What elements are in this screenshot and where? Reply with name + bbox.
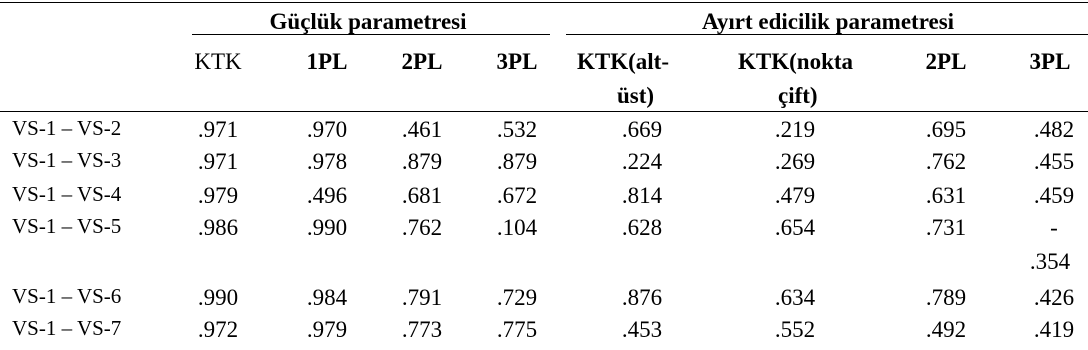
table-cell: .978 xyxy=(306,149,348,174)
table-cell-continuation: .354 xyxy=(1029,249,1071,274)
column-header-1: KTK xyxy=(194,49,242,74)
table-cell: .731 xyxy=(925,215,967,240)
table-cell: .654 xyxy=(774,215,816,240)
column-header-2: 1PL xyxy=(306,49,348,74)
table-cell: .496 xyxy=(306,183,348,208)
row-label: VS-1 – VS-2 xyxy=(12,116,122,140)
table-cell: .453 xyxy=(621,317,663,342)
table-cell: .455 xyxy=(1033,149,1075,174)
row-label: VS-1 – VS-5 xyxy=(12,214,122,238)
table-cell: .628 xyxy=(621,215,663,240)
table-cell: .990 xyxy=(306,215,348,240)
column-header-8: 3PL xyxy=(1029,49,1071,74)
table-cell: .876 xyxy=(621,285,663,310)
group-header-discrimination: Ayırt edicilik parametresi xyxy=(701,9,955,34)
table-cell: .971 xyxy=(197,117,239,142)
table-cell: .482 xyxy=(1033,117,1075,142)
table-cell: .773 xyxy=(401,317,443,342)
table-cell: .426 xyxy=(1033,285,1075,310)
table-cell: .789 xyxy=(925,285,967,310)
table-cell: .695 xyxy=(925,117,967,142)
top-rule xyxy=(0,2,1088,3)
table-cell: .972 xyxy=(197,317,239,342)
table-cell: .729 xyxy=(496,285,538,310)
table-cell: .762 xyxy=(925,149,967,174)
table-cell: .775 xyxy=(496,317,538,342)
table-cell: .479 xyxy=(774,183,816,208)
column-header-4: 3PL xyxy=(496,49,538,74)
row-label: VS-1 – VS-3 xyxy=(12,148,122,172)
table-cell: .971 xyxy=(197,149,239,174)
table-cell: .990 xyxy=(197,285,239,310)
table-cell: .419 xyxy=(1033,317,1075,342)
table-cell: .269 xyxy=(774,149,816,174)
table-cell: .979 xyxy=(306,317,348,342)
group-header-underline-difficulty xyxy=(192,34,550,35)
table-cell: .672 xyxy=(496,183,538,208)
table-cell: .879 xyxy=(496,149,538,174)
table-cell: .219 xyxy=(774,117,816,142)
row-label: VS-1 – VS-4 xyxy=(12,182,122,206)
table-cell: .814 xyxy=(621,183,663,208)
table-cell: - xyxy=(1050,215,1058,240)
table-cell: .552 xyxy=(774,317,816,342)
column-header-6-line2: çift) xyxy=(778,83,818,108)
table-cell: .791 xyxy=(401,285,443,310)
table-cell: .879 xyxy=(401,149,443,174)
column-header-7: 2PL xyxy=(925,49,967,74)
column-header-5-line2: üst) xyxy=(617,83,655,108)
table-cell: .631 xyxy=(925,183,967,208)
column-header-6: KTK(nokta xyxy=(738,49,854,74)
table-cell: .979 xyxy=(197,183,239,208)
row-label: VS-1 – VS-7 xyxy=(12,316,122,340)
table-cell: .762 xyxy=(401,215,443,240)
table-cell: .681 xyxy=(401,183,443,208)
table-cell: .669 xyxy=(621,117,663,142)
table-cell: .986 xyxy=(197,215,239,240)
table-cell: .532 xyxy=(496,117,538,142)
header-bottom-rule xyxy=(0,111,1088,112)
table-cell: .984 xyxy=(306,285,348,310)
table-cell: .970 xyxy=(306,117,348,142)
group-header-underline-discrimination xyxy=(566,34,1088,35)
table-cell: .104 xyxy=(496,215,538,240)
column-header-3: 2PL xyxy=(401,49,443,74)
table-cell: .461 xyxy=(401,117,443,142)
group-header-difficulty: Güçlük parametresi xyxy=(269,9,467,34)
table-cell: .459 xyxy=(1033,183,1075,208)
table-cell: .492 xyxy=(925,317,967,342)
row-label: VS-1 – VS-6 xyxy=(12,284,122,308)
table-cell: .634 xyxy=(774,285,816,310)
table-cell: .224 xyxy=(621,149,663,174)
column-header-5: KTK(alt- xyxy=(577,49,669,74)
